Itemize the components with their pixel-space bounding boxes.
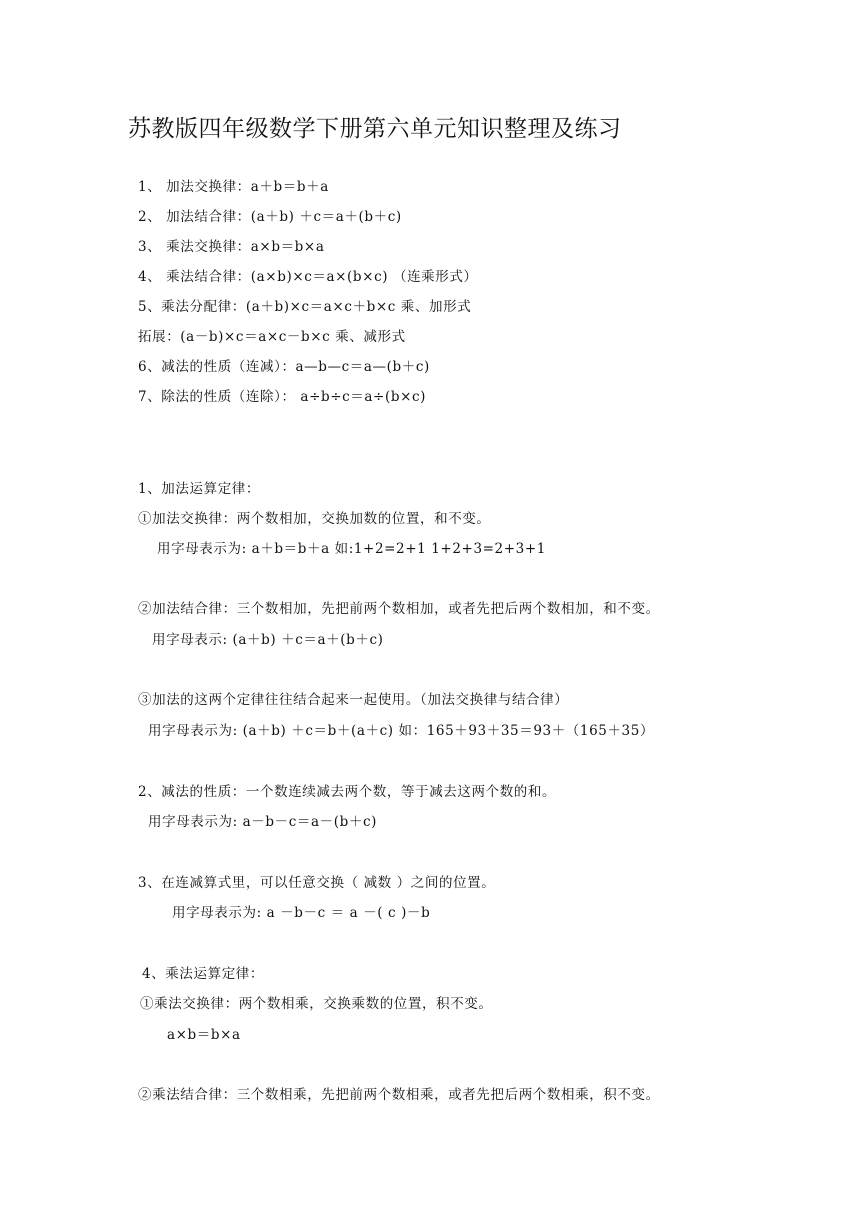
- section-heading-multiplication-laws: 4、乘法运算定律：: [142, 966, 264, 982]
- subtraction-property-formula: 用字母表示为: a－b－c＝a－(b＋c): [148, 814, 377, 830]
- summary-line-4: 4、 乘法结合律：(a×b)×c＝a×(b×c) （连乘形式）: [138, 269, 478, 285]
- addition-commutative-text: ①加法交换律：两个数相加，交换加数的位置，和不变。: [138, 511, 491, 527]
- addition-commutative-formula: 用字母表示为: a＋b＝b＋a 如:1+2=2+1 1+2+3=2+3+1: [157, 541, 546, 557]
- multiplication-commutative-formula: a×b＝b×a: [167, 1027, 241, 1043]
- section-heading-addition-laws: 1、加法运算定律：: [138, 481, 260, 497]
- multiplication-associative-text: ②乘法结合律：三个数相乘，先把前两个数相乘，或者先把后两个数相乘，积不变。: [138, 1087, 660, 1103]
- addition-combined-formula: 用字母表示为: (a＋b) ＋c＝b＋(a＋c) 如：165＋93＋35＝93＋（165＋35）: [148, 723, 655, 739]
- summary-line-3: 3、 乘法交换律：a×b＝b×a: [138, 239, 325, 255]
- consecutive-subtraction-formula: 用字母表示为: a －b－c ＝ a －( c )－b: [172, 905, 431, 921]
- consecutive-subtraction-text: 3、在连减算式里，可以任意交换（ 减数 ）之间的位置。: [138, 875, 496, 891]
- addition-combined-text: ③加法的这两个定律往往结合起来一起使用。（加法交换律与结合律）: [138, 692, 569, 708]
- summary-line-2: 2、 加法结合律：(a＋b) ＋c＝a＋(b＋c): [138, 209, 402, 225]
- addition-associative-text: ②加法结合律：三个数相加，先把前两个数相加，或者先把后两个数相加，和不变。: [138, 601, 660, 617]
- summary-line-1: 1、 加法交换律：a＋b＝b＋a: [138, 179, 329, 195]
- summary-line-extension: 拓展：(a－b)×c＝a×c－b×c 乘、减形式: [138, 329, 406, 345]
- summary-line-7: 7、除法的性质（连除）： a÷b÷c＝a÷(b×c): [138, 389, 427, 405]
- document-title: 苏教版四年级数学下册第六单元知识整理及练习: [128, 116, 622, 142]
- summary-line-6: 6、减法的性质（连减）：a—b—c＝a—(b＋c): [138, 359, 430, 375]
- multiplication-commutative-text: ①乘法交换律：两个数相乘，交换乘数的位置，积不变。: [140, 996, 493, 1012]
- summary-line-5: 5、乘法分配律：(a＋b)×c＝a×c＋b×c 乘、加形式: [138, 299, 472, 315]
- addition-associative-formula: 用字母表示: (a＋b) ＋c＝a＋(b＋c): [152, 632, 384, 648]
- subtraction-property-text: 2、减法的性质：一个数连续减去两个数，等于减去这两个数的和。: [138, 784, 557, 800]
